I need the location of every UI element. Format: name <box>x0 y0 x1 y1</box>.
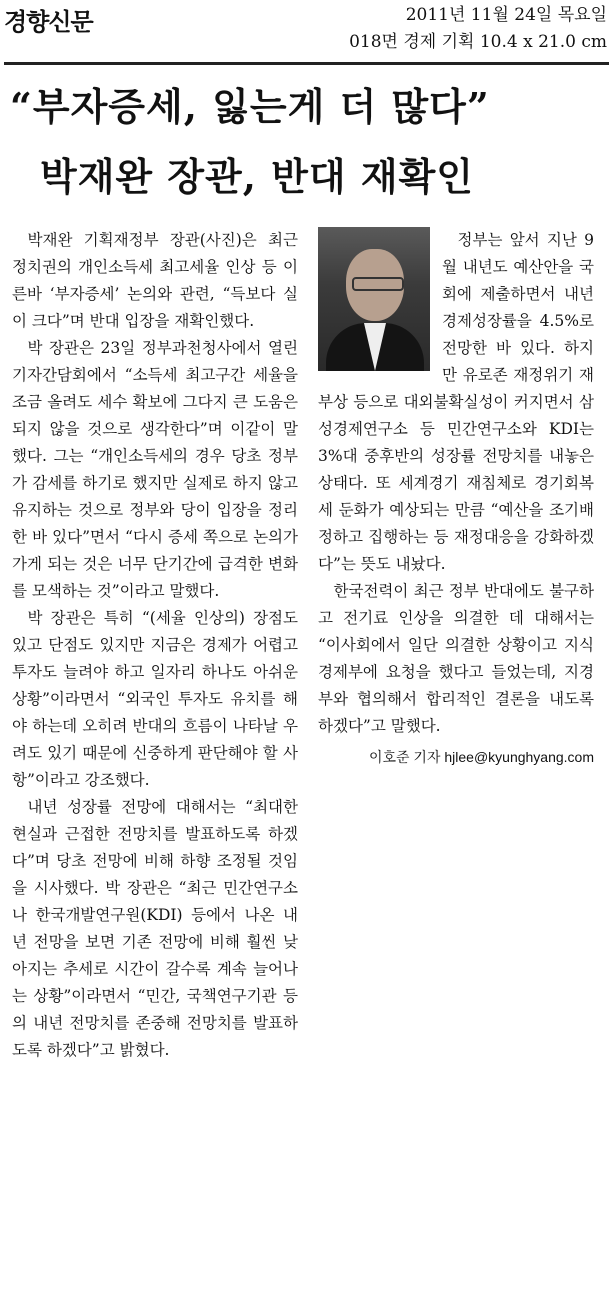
publication-meta <box>349 2 607 56</box>
headline-main: “부자증세, 잃는게 더 많다” <box>10 84 490 129</box>
header-divider <box>4 62 609 65</box>
article-paragraph: 정부는 앞서 지난 9월 내년도 예산안을 국회에 제출하면서 내년 경제성장률을 4.5%로 전망한 바 있다. 하지만 유로존 재정위기 재부상 등으로 대외불확실성이 커지면서 삼성경제연구소 등 민간연구소와 KDI는 3%대 중후반의 성장률 전망치를 내놓은 상태다. 또 세계경기 재침체로 경기회복세 둔화가 예상되는 만큼 “예산을 조기배정하고 집행하는 등 재정대응을 강화하겠다”는 뜻도 내놨다. <box>318 231 594 573</box>
article-paragraph: 박재완 기획재정부 장관(사진)은 최근 정치권의 개인소득세 최고세율 인상 등 이른바 ‘부자증세’ 논의와 관련, “득보다 실이 크다”며 반대 입장을 재확인했다. <box>12 231 298 330</box>
portrait-photo <box>318 227 430 371</box>
article-paragraph: 한국전력이 최근 정부 반대에도 불구하고 전기료 인상을 의결한 데 대해서는 “이사회에서 일단 의결한 상황이고 지식경제부에 요청을 했다고 들었는데, 지경부와 협의해서 합리적인 결론을 내도록 하겠다”고 말했다. <box>318 582 594 735</box>
article-column-right <box>318 227 594 771</box>
headline-sub: 박재완 장관, 반대 재확인 <box>40 154 474 199</box>
article-column-left <box>12 227 298 1064</box>
date-line: 2011년 11월 24일 목요일 <box>405 5 607 25</box>
newspaper-masthead: 경향신문 <box>4 8 93 36</box>
article-paragraph: 내년 성장률 전망에 대해서는 “최대한 현실과 근접한 전망치를 발표하도록 하겠다”며 당초 전망에 비해 하향 조정될 것임을 시사했다. 박 장관은 “최근 민간연구소나 한국개발연구원(KDI) 등에서 나온 내년 전망을 보면 기존 전망에 비해 훨씬 낮아지는 추세로 시간이 갈수록 계속 늘어나는 상황”이라면서 “민간, 국책연구기관 등의 내년 전망치를 존중해 전망치를 발표하도록 하겠다”고 밝혔다. <box>12 798 298 1059</box>
article-paragraph: 박 장관은 23일 정부과천청사에서 열린 기자간담회에서 “소득세 최고구간 세율을 조금 올려도 세수 확보에 그다지 큰 도움은 되지 않을 것으로 생각한다”며 이같이 말했다. 그는 “개인소득세의 경우 당초 정부가 감세를 하기로 했지만 실제로 하지 않고 유지하는 것으로 정부와 당이 입장을 정리한 바 있다”면서 “다시 증세 쪽으로 논의가 가게 되는 것은 너무 단기간에 급격한 변화를 모색하는 것”이라고 말했다. <box>12 339 298 600</box>
byline: 이호준 기자 hjlee@kyunghyang.com <box>368 749 594 765</box>
article-paragraph: 박 장관은 특히 “(세율 인상의) 장점도 있고 단점도 있지만 지금은 경제가 어렵고 투자도 늘려야 하고 일자리 하나도 아쉬운 상황”이라면서 “외국인 투자도 유치를 해야 하는데 오히려 반대의 흐름이 나타날 우려도 있기 때문에 신중하게 판단해야 할 사항”이라고 강조했다. <box>12 609 298 789</box>
page-line: 018면 경제 기획 10.4 x 21.0 cm <box>349 32 607 52</box>
